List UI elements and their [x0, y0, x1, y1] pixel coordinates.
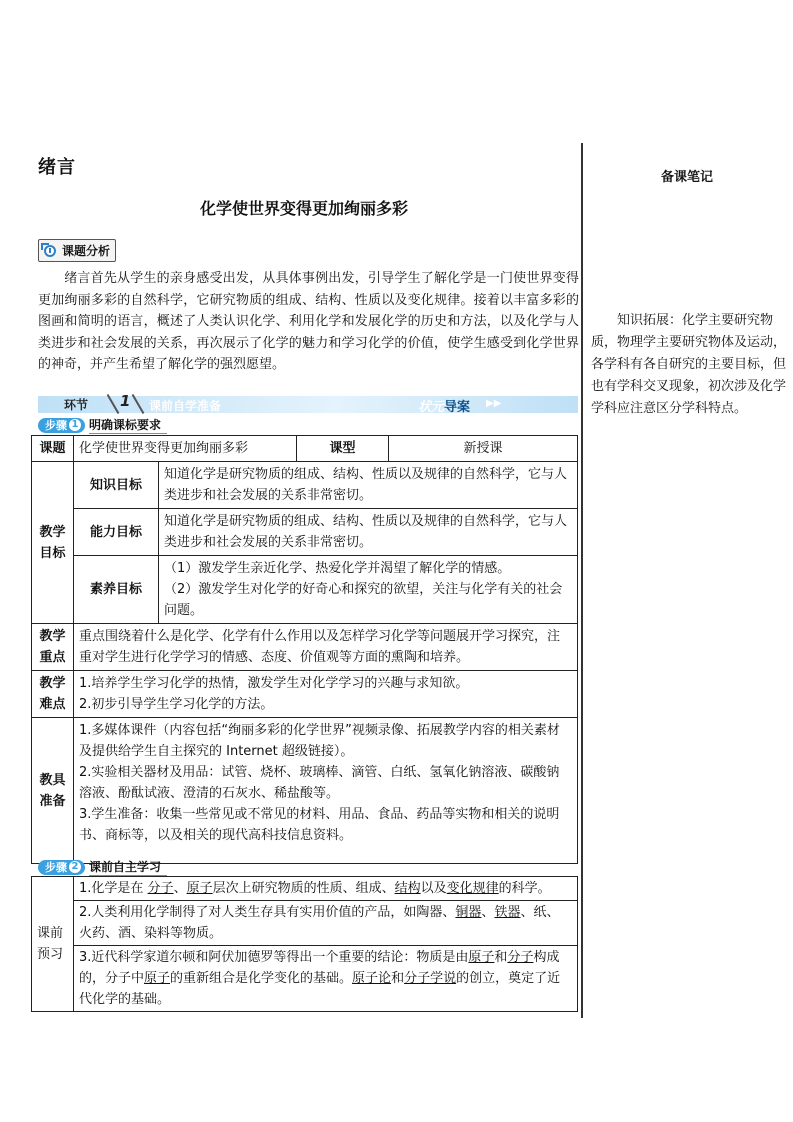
banner-label: 环节 [64, 398, 89, 412]
step-pill: 步骤 1 [38, 418, 85, 433]
banner-stage: 课前自学准备 [149, 399, 222, 413]
step-1-label: 明确课标要求 [89, 416, 167, 434]
knowledge-goal-text: 知道化学是研究物质的组成、结构、性质以及规律的自然科学，它与人类进步和社会发展的关系非常密切。 [159, 462, 578, 509]
preview-label: 课前预习 [32, 877, 74, 1012]
stage-banner [38, 392, 578, 415]
section-badge [38, 239, 116, 262]
preview-table [31, 876, 578, 1012]
literacy-goal-label: 素养目标 [74, 556, 159, 624]
knowledge-goal-label: 知识目标 [74, 462, 159, 509]
preview-item-1: 1.化学是在 分子、原子层次上研究物质的性质、组成、结构以及变化规律的科学。 [74, 877, 578, 901]
type-label: 课型 [297, 436, 389, 462]
literacy-goal-text: （1）激发学生亲近化学、热爱化学并渴望了解化学的情感。 （2）激发学生对化学的好奇心和探究的欲望，关注与化学有关的社会问题。 [159, 556, 578, 624]
section-badge-label: 课题分析 [62, 244, 111, 258]
page-divider-line [581, 143, 583, 1018]
prep-text: 1.多媒体课件（内容包括“绚丽多彩的化学世界”视频录像、拓展教学内容的相关素材及提供给学生自主探究的 Internet 超级链接）。 2.实验相关器材及用品：试管、烧杯、玻璃棒、滴管、白纸、氢氧化钠溶液、碳酸钠溶液、酚酞试液、澄清的石灰水、稀盐酸等。 3.学生准备：收集一些常见或不常见的材料、用品、食品、药品等实物和相关的说明书、商标等，以及相关的现代高科技信息资料。 [74, 718, 578, 864]
alarm-clock-icon [41, 243, 59, 259]
banner-guide: 状元导案 [418, 400, 471, 415]
type-value: 新授课 [389, 436, 578, 462]
step-pill: 步骤 2 [38, 860, 85, 875]
goals-label: 教学目标 [32, 462, 74, 624]
preview-item-2: 2.人类利用化学制得了对人类生存具有实用价值的产品，如陶器、铜器、铁器、纸、火药、酒、染料等物质。 [74, 901, 578, 946]
prep-label: 教具准备 [32, 718, 74, 864]
difficulty-text: 1.培养学生学习化学的热情，激发学生对化学学习的兴趣与求知欲。 2.初步引导学生学习化学的方法。 [74, 671, 578, 718]
focus-text: 重点围绕着什么是化学、化学有什么作用以及怎样学习化学等问题展开学习探究，注重对学生进行化学学习的情感、态度、价值观等方面的熏陶和培养。 [74, 624, 578, 671]
sidebar-heading: 备课笔记 [660, 170, 713, 185]
ability-goal-label: 能力目标 [74, 509, 159, 556]
preview-item-3: 3.近代科学家道尔顿和阿伏加德罗等得出一个重要的结论：物质是由原子和分子构成的，分子中原子的重新组合是化学变化的基础。原子论和分子学说的创立，奠定了近代化学的基础。 [74, 946, 578, 1012]
difficulty-label: 教学难点 [32, 671, 74, 718]
intro-paragraph: 绪言首先从学生的亲身感受出发，从具体事例出发，引导学生了解化学是一门使世界变得更加绚丽多彩的自然科学，它研究物质的组成、结构、性质以及变化规律。接着以丰富多彩的图画和简明的语言，概述了人类认识化学、利用化学和发展化学的历史和方法，以及化学与人类进步和社会发展的关系，再次展示了化学的魅力和学习化学的价值，使学生感受到化学世界的神奇，并产生希望了解化学的强烈愿望。 [38, 271, 579, 372]
banner-number: 1 [120, 392, 131, 410]
double-arrow-icon: ▶▶ [486, 398, 502, 409]
ability-goal-text: 知道化学是研究物质的组成、结构、性质以及规律的自然科学，它与人类进步和社会发展的关系非常密切。 [159, 509, 578, 556]
chapter-title: 绪言 [38, 157, 76, 178]
topic-value: 化学使世界变得更加绚丽多彩 [74, 436, 297, 462]
lesson-plan-table [31, 435, 578, 864]
lesson-title: 化学使世界变得更加绚丽多彩 [199, 199, 408, 218]
focus-label: 教学重点 [32, 624, 74, 671]
step-2-header [38, 858, 167, 876]
topic-label: 课题 [32, 436, 74, 462]
step-2-label: 课前自主学习 [89, 858, 167, 876]
sidebar-note: 知识拓展：化学主要研究物质，物理学主要研究物体及运动，各学科有各自研究的主要目标，但也有学科交叉现象，初次涉及化学学科应注意区分学科特点。 [591, 313, 787, 416]
step-1-header [38, 416, 167, 434]
